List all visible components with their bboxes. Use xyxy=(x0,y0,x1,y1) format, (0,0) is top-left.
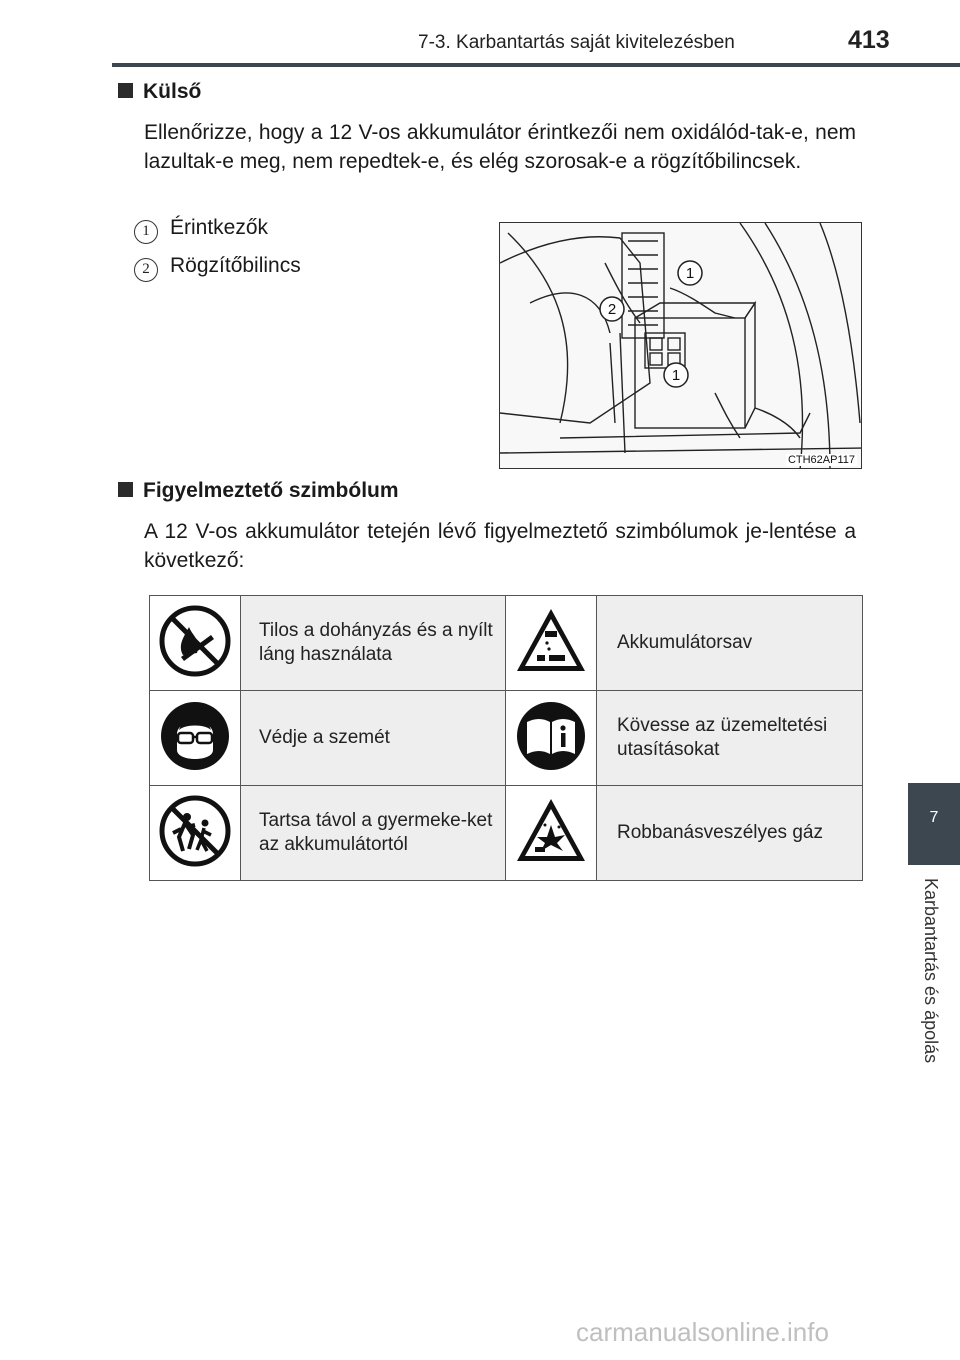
icon-cell xyxy=(506,691,597,786)
figure-code: CTH62AP117 xyxy=(787,454,855,466)
explosive-gas-icon xyxy=(515,795,587,867)
icon-cell xyxy=(150,596,241,691)
battery-drawing xyxy=(500,223,862,469)
icon-cell xyxy=(506,786,597,881)
eye-protection-icon xyxy=(159,700,231,772)
symbol-text: Védje a szemét xyxy=(241,691,506,786)
warning-symbols-table xyxy=(149,595,863,881)
chapter-label: Karbantartás és ápolás xyxy=(921,878,941,1064)
section-heading-exterior xyxy=(118,80,201,104)
section-heading-text: Külső xyxy=(143,80,202,103)
acid-warning-icon xyxy=(515,605,587,677)
symbol-text: Tartsa távol a gyermeke-ket az akkumulátortól xyxy=(241,786,506,881)
keep-children-away-icon xyxy=(159,795,231,867)
square-bullet-icon xyxy=(118,482,133,497)
read-manual-icon xyxy=(515,700,587,772)
table-row xyxy=(150,691,863,786)
page-number: 413 xyxy=(848,26,890,54)
symbol-text: Robbanásveszélyes gáz xyxy=(597,786,863,881)
callout-number: 2 xyxy=(134,258,158,282)
chapter-tab[interactable] xyxy=(908,783,960,865)
chapter-number: 7 xyxy=(929,809,939,826)
header-rule xyxy=(112,63,960,67)
battery-illustration xyxy=(499,222,862,469)
icon-cell xyxy=(150,786,241,881)
figure-marker: 1 xyxy=(671,367,681,384)
table-row xyxy=(150,786,863,881)
section-heading-text: Figyelmeztető szimbólum xyxy=(143,479,399,502)
square-bullet-icon xyxy=(118,83,133,98)
figure-marker: 1 xyxy=(685,265,695,282)
header-section-title: 7-3. Karbantartás saját kivitelezésben xyxy=(418,32,735,53)
symbol-text: Tilos a dohányzás és a nyílt láng használata xyxy=(241,596,506,691)
callout-label: Rögzítőbilincs xyxy=(170,254,301,277)
callout-number: 1 xyxy=(134,220,158,244)
icon-cell xyxy=(506,596,597,691)
watermark: carmanualsonline.info xyxy=(576,1317,829,1347)
icon-cell xyxy=(150,691,241,786)
exterior-paragraph: Ellenőrizze, hogy a 12 V-os akkumulátor érintkezői nem oxidálód-tak-e, nem lazultak-e meg, nem repedtek-e, és elég szorosak-e a rögzítőbilincsek. xyxy=(144,121,856,173)
section-heading-warning xyxy=(118,479,399,503)
table-row xyxy=(150,596,863,691)
figure-marker: 2 xyxy=(607,301,617,318)
callout-label: Érintkezők xyxy=(170,216,269,239)
warning-paragraph: A 12 V-os akkumulátor tetején lévő figyelmeztető szimbólumok je-lentése a következő: xyxy=(144,520,856,572)
no-smoking-icon xyxy=(159,605,231,677)
symbol-text: Kövesse az üzemeltetési utasításokat xyxy=(597,691,863,786)
symbol-text: Akkumulátorsav xyxy=(597,596,863,691)
